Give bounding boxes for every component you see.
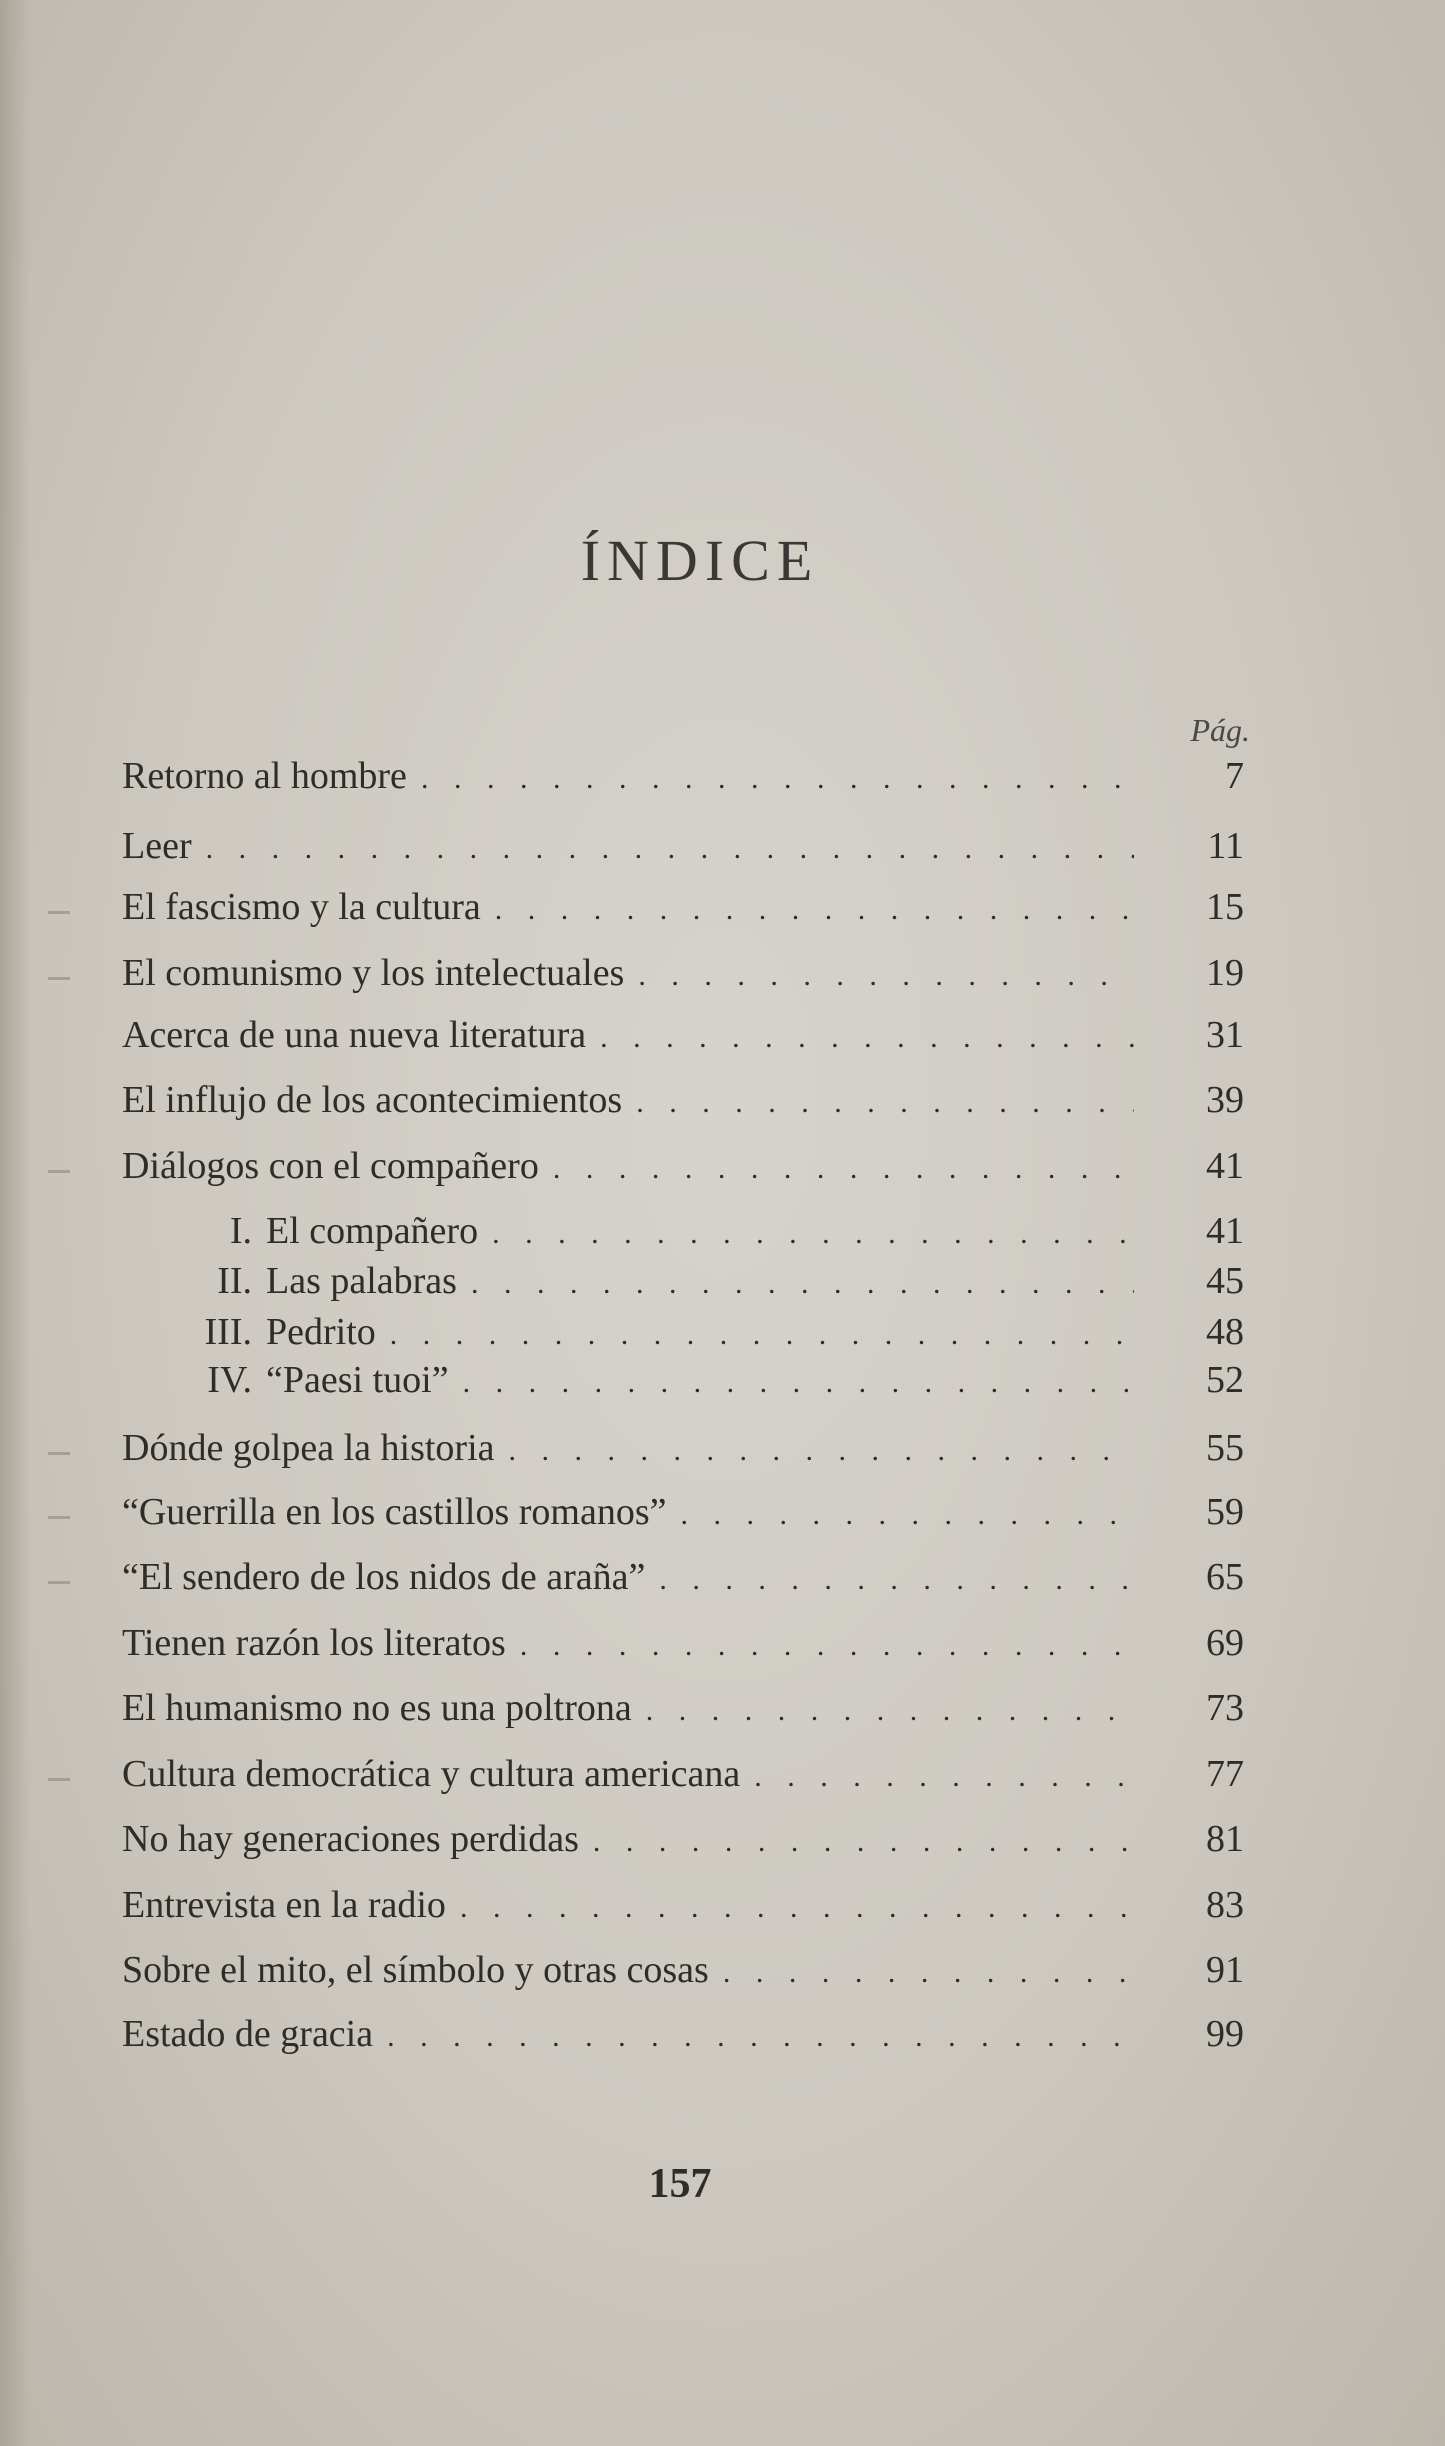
toc-entry	[122, 2012, 1244, 2056]
dot-leader	[509, 1429, 1134, 1470]
dot-leader	[636, 1081, 1134, 1122]
toc-entry-page: 69	[1206, 1622, 1244, 1664]
toc-entry	[122, 1883, 1244, 1927]
toc-entry-page: 7	[1225, 755, 1244, 797]
toc-entry	[122, 1817, 1244, 1861]
toc-entry-title: El humanismo no es una poltrona	[122, 1687, 632, 1729]
toc-entry-page: 19	[1206, 952, 1244, 994]
toc-entry-numeral: II.	[217, 1260, 252, 1302]
toc-entry	[122, 1686, 1244, 1730]
toc-entry-title: Leer	[122, 825, 192, 867]
toc-entry-title: “Paesi tuoi”	[266, 1359, 449, 1401]
toc-entry-title: Sobre el mito, el símbolo y otras cosas	[122, 1949, 709, 1991]
toc-entry-title: El comunismo y los intelectuales	[122, 952, 625, 994]
toc-entry	[122, 1621, 1244, 1665]
page-column-label: Pág.	[1190, 712, 1250, 748]
pencil-mark	[48, 1581, 70, 1584]
dot-leader	[520, 1624, 1134, 1665]
dot-leader	[659, 1558, 1134, 1599]
toc-entry-title: Diálogos con el compañero	[122, 1145, 539, 1187]
toc-entry-title: El fascismo y la cultura	[122, 886, 481, 928]
dot-leader	[681, 1493, 1134, 1534]
toc-entry	[122, 1209, 1244, 1253]
toc-entry-page: 99	[1206, 2013, 1244, 2055]
toc-entry-page: 91	[1206, 1949, 1244, 1991]
toc-entry-numeral: III.	[204, 1311, 252, 1353]
toc-entry-title: El compañero	[266, 1210, 479, 1252]
dot-leader	[460, 1886, 1134, 1927]
toc-entry-title: Acerca de una nueva literatura	[122, 1014, 587, 1056]
toc-entry	[122, 1144, 1244, 1188]
dot-leader	[646, 1689, 1134, 1730]
dot-leader	[390, 1313, 1134, 1354]
page-gutter-shadow	[0, 0, 30, 2446]
toc-entry-page: 77	[1206, 1753, 1244, 1795]
dot-leader	[600, 1016, 1134, 1057]
pencil-mark	[48, 911, 70, 914]
dot-leader	[553, 1147, 1134, 1188]
toc-entry-page: 41	[1206, 1210, 1244, 1252]
toc-entry-page: 15	[1206, 886, 1244, 928]
toc-entry	[122, 754, 1244, 798]
page-number: 157	[648, 2161, 712, 2207]
toc-entry-title: Retorno al hombre	[122, 755, 407, 797]
toc-entry-page: 83	[1206, 1884, 1244, 1926]
toc-entry-title: Estado de gracia	[122, 2013, 374, 2055]
toc-entry-page: 52	[1206, 1359, 1244, 1401]
toc-entry	[122, 1259, 1244, 1303]
pencil-mark	[48, 977, 70, 980]
toc-entry-page: 59	[1206, 1491, 1244, 1533]
toc-entry-page: 31	[1206, 1014, 1244, 1056]
dot-leader	[387, 2015, 1134, 2056]
toc-entry-numeral: IV.	[207, 1359, 252, 1401]
dot-leader	[463, 1361, 1134, 1402]
toc-entry	[122, 1752, 1244, 1796]
toc-entry-page: 55	[1206, 1427, 1244, 1469]
toc-entry-page: 45	[1206, 1260, 1244, 1302]
dot-leader	[593, 1820, 1134, 1861]
pencil-mark	[48, 1452, 70, 1455]
dot-leader	[492, 1212, 1134, 1253]
dot-leader	[638, 954, 1134, 995]
toc-entry-page: 81	[1206, 1818, 1244, 1860]
toc-entry-title: Las palabras	[266, 1260, 457, 1302]
toc-entry	[122, 1555, 1244, 1599]
toc-entry-title: Tienen razón los literatos	[122, 1622, 506, 1664]
toc-entry	[122, 1358, 1244, 1402]
toc-entry-page: 73	[1206, 1687, 1244, 1729]
pencil-mark	[48, 1516, 70, 1519]
toc-entry-page: 11	[1207, 825, 1244, 867]
toc-entry	[122, 1948, 1244, 1992]
dot-leader	[421, 757, 1134, 798]
toc-entry	[122, 951, 1244, 995]
toc-entry-title: Entrevista en la radio	[122, 1884, 446, 1926]
pencil-mark	[48, 1778, 70, 1781]
toc-entry	[122, 1078, 1244, 1122]
toc-entry	[122, 885, 1244, 929]
dot-leader	[206, 827, 1134, 868]
toc-entry	[122, 1490, 1244, 1534]
dot-leader	[754, 1755, 1134, 1796]
toc-entry-page: 65	[1206, 1556, 1244, 1598]
toc-entry-title: No hay generaciones perdidas	[122, 1818, 579, 1860]
dot-leader	[495, 888, 1134, 929]
toc-entry	[122, 1013, 1244, 1057]
toc-entry-title: Cultura democrática y cultura americana	[122, 1753, 741, 1795]
toc-entry-title: Pedrito	[266, 1311, 376, 1353]
toc-entry	[122, 1310, 1244, 1354]
toc-entry-page: 48	[1206, 1311, 1244, 1353]
toc-entry-page: 39	[1206, 1079, 1244, 1121]
dot-leader	[723, 1951, 1134, 1992]
toc-entry	[122, 824, 1244, 868]
toc-entry-numeral: I.	[229, 1210, 252, 1252]
toc-entry-page: 41	[1206, 1145, 1244, 1187]
toc-entry-title: Dónde golpea la historia	[122, 1427, 495, 1469]
pencil-mark	[48, 1170, 70, 1173]
page-title: ÍNDICE	[580, 528, 820, 593]
toc-entry-title: El influjo de los acontecimientos	[122, 1079, 623, 1121]
dot-leader	[471, 1262, 1134, 1303]
toc-entry-title: “El sendero de los nidos de araña”	[122, 1556, 646, 1598]
toc-entry-title: “Guerrilla en los castillos romanos”	[122, 1491, 667, 1533]
toc-entry	[122, 1426, 1244, 1470]
